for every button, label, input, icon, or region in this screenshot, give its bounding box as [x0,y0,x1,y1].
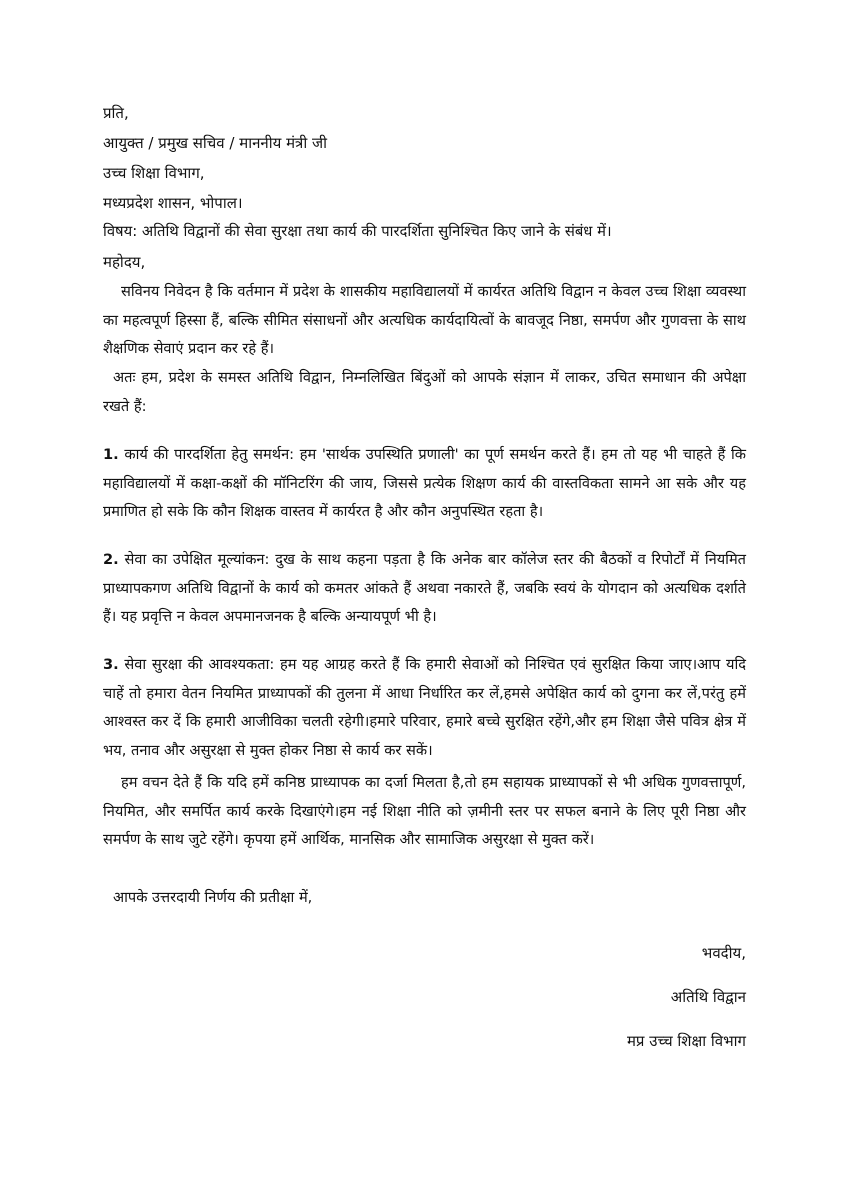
letter-subject: विषय: अतिथि विद्वानों की सेवा सुरक्षा तथा कार्य की पारदर्शिता सुनिश्चित किए जाने के संबंध में। [103,223,612,240]
address-government: मध्यप्रदेश शासन, भोपाल। [103,194,243,212]
point-3-text: सेवा सुरक्षा की आवश्यकता: हम यह आग्रह करते हैं कि हमारी सेवाओं को निश्चित एवं सुरक्षित किया जाए।आप यदि चाहें तो हमारा वेतन नियमित प्राध्यापकों की तुलना में आधा निर्धारित कर लें,हमसे अपेक्षित कार्य को दुगना कर लें,परंतु हमें आश्वस्त कर दें कि हमारी आजीविका चलती रहेगी।हमारे परिवार, हमारे बच्चे सुरक्षित रहेंगे,और हम शिक्षा जैसे पवित्र क्षेत्र में भय, तनाव और असुरक्षा से मुक्त होकर निष्ठा से कार्य कर सकें। [103,656,747,759]
address-to: प्रति, [103,104,129,122]
point-1-text: कार्य की पारदर्शिता हेतु समर्थन: हम 'सार्थक उपस्थिति प्रणाली' का पूर्ण समर्थन करते हैं। हम तो यह भी चाहते हैं कि महाविद्यालयों में कक्षा-कक्षों की मॉनिटरिंग की जाय, जिससे प्रत्येक शिक्षण कार्य की वास्तविकता सामने आ सके और यह प्रमाणित हो सके कि कौन शिक्षक वास्तव में कार्यरत है और कौन अनुपस्थित रहता है। [103,446,746,520]
signature-organization: मप्र उच्च शिक्षा विभाग [626,1032,746,1050]
point-2-number: 2. [103,551,119,568]
point-3 [103,651,746,765]
point-2 [103,546,746,632]
point-3-number: 3. [103,656,119,673]
point-2-text: सेवा का उपेक्षित मूल्यांकन: दुख के साथ कहना पड़ता है कि अनेक बार कॉलेज स्तर की बैठकों व रिपोर्टों में नियमित प्राध्यापकगण अतिथि विद्वानों के कार्य को कमतर आंकते हैं अथवा नकारते हैं, जबकि स्वयं के योगदान को अत्यधिक दर्शाते हैं। यह प्रवृत्ति न केवल अपमानजनक है बल्कि अन्यायपूर्ण भी है। [103,551,747,625]
closing-line: आपके उत्तरदायी निर्णय की प्रतीक्षा में, [113,889,313,906]
promise-paragraph: हम वचन देते हैं कि यदि हमें कनिष्ठ प्राध्यापक का दर्जा मिलता है,तो हम सहायक प्राध्यापकों से भी अधिक गुणवत्तापूर्ण, नियमित, और समर्पित कार्य करके दिखाएंगे।हम नई शिक्षा नीति को ज़मीनी स्तर पर सफल बनाने के लिए पूरी निष्ठा और समर्पण के साथ जुटे रहेंगे। कृपया हमें आर्थिक, मानसिक और सामाजिक असुरक्षा से मुक्त करें। [103,774,746,848]
point-1 [103,441,746,527]
address-recipient: आयुक्त / प्रमुख सचिव / माननीय मंत्री जी [103,134,328,152]
signature-name: अतिथि विद्वान [670,988,746,1006]
request-paragraph: अतः हम, प्रदेश के समस्त अतिथि विद्वान, निम्नलिखित बिंदुओं को आपके संज्ञान में लाकर, उचित समाधान की अपेक्षा रखते हैं: [103,369,746,415]
intro-paragraph: सविनय निवेदन है कि वर्तमान में प्रदेश के शासकीय महाविद्यालयों में कार्यरत अतिथि विद्वान न केवल उच्च शिक्षा व्यवस्था का महत्वपूर्ण हिस्सा हैं, बल्कि सीमित संसाधनों और अत्यधिक कार्यदायित्वों के बावजूद निष्ठा, समर्पण और गुणवत्ता के साथ शैक्षणिक सेवाएं प्रदान कर रहे हैं। [103,283,746,357]
salutation: महोदय, [103,253,146,271]
address-department: उच्च शिक्षा विभाग, [103,164,205,182]
signature-yours: भवदीय, [701,944,746,962]
point-1-number: 1. [103,446,119,463]
